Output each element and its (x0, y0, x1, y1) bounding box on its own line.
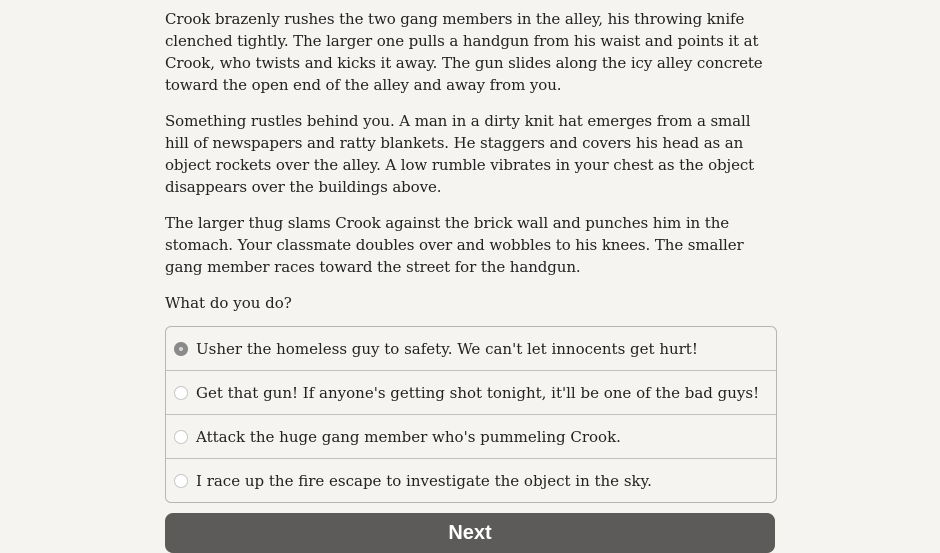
choice-option[interactable] (166, 327, 776, 370)
story-content (165, 8, 777, 503)
choice-label: I race up the fire escape to investigate the object in the sky. (196, 471, 652, 490)
choice-option[interactable] (166, 414, 776, 458)
next-button[interactable]: Next (165, 513, 775, 553)
story-paragraph: Something rustles behind you. A man in a dirty knit hat emerges from a small hill of newspapers and ratty blankets. He staggers and covers his head as an object rockets over the alley. A low rumble vibrates in your chest as the object disappears over the buildings above. (165, 112, 755, 196)
radio-unselected-icon[interactable] (174, 386, 188, 400)
choice-list (165, 326, 777, 503)
story-paragraph: Crook brazenly rushes the two gang members in the alley, his throwing knife clenched tightly. The larger one pulls a handgun from his waist and points it at Crook, who twists and kicks it away. The gun slides along the icy alley concrete toward the open end of the alley and away from you. (165, 10, 763, 94)
choice-label: Get that gun! If anyone's getting shot tonight, it'll be one of the bad guys! (196, 383, 760, 402)
radio-unselected-icon[interactable] (174, 430, 188, 444)
choice-option[interactable] (166, 370, 776, 414)
radio-selected-icon[interactable] (174, 342, 188, 356)
story-paragraph: The larger thug slams Crook against the brick wall and punches him in the stomach. Your classmate doubles over and wobbles to his knees. The smaller gang member races toward the street for the handgun. (165, 214, 744, 276)
question-prompt: What do you do? (165, 294, 292, 312)
choice-label: Attack the huge gang member who's pummeling Crook. (196, 427, 621, 446)
radio-unselected-icon[interactable] (174, 474, 188, 488)
choice-label: Usher the homeless guy to safety. We can't let innocents get hurt! (196, 339, 698, 358)
choice-option[interactable] (166, 458, 776, 502)
